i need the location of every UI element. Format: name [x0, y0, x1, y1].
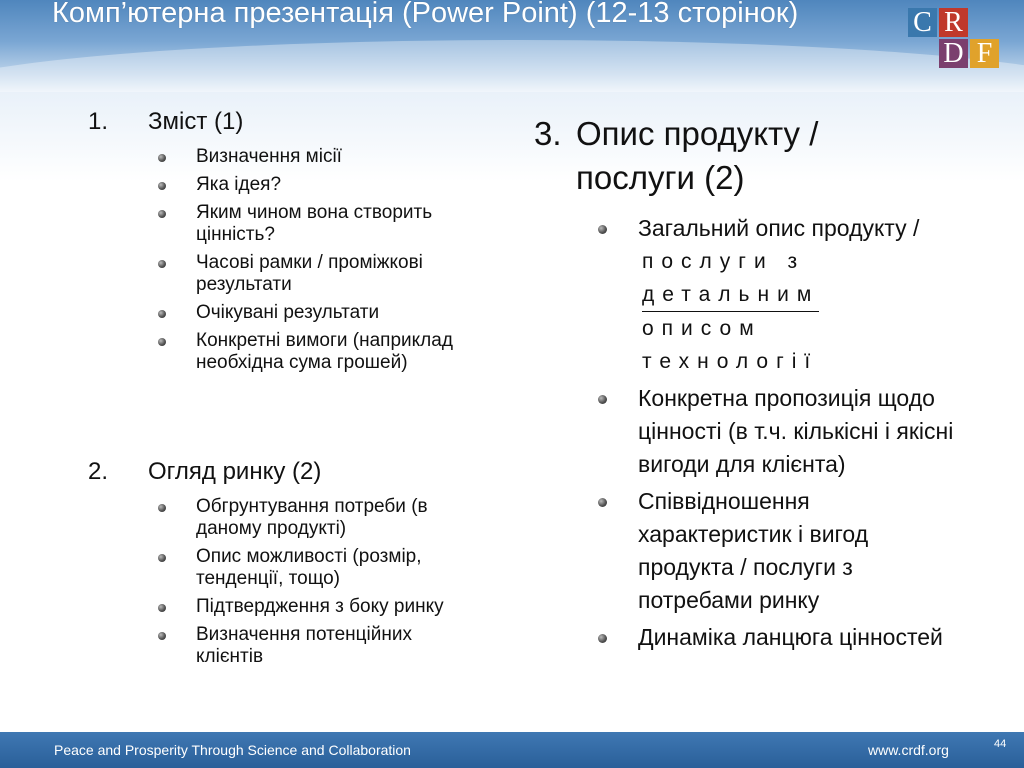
- slide-title: Комп’ютерна презентація (Power Point) (12-13 сторінок): [52, 0, 799, 29]
- list-item: Яка ідея?: [154, 174, 474, 196]
- list-item: Визначення потенційних клієнтів: [154, 624, 474, 668]
- list-item: Обгрунтування потреби (в даному продукті): [154, 496, 474, 540]
- logo-letter-f: F: [970, 39, 999, 68]
- footer-url[interactable]: www.crdf.org: [868, 742, 949, 758]
- section-number: 1.: [88, 108, 109, 135]
- list-item: Співвідношення характеристик і вигод продукта / послуги з потребами ринку: [596, 485, 956, 617]
- list-item: Динаміка ланцюга цінностей: [596, 621, 956, 654]
- bullet-icon: [158, 554, 166, 562]
- list-item: Підтвердження з боку ринку: [154, 596, 474, 618]
- spaced-line: детальним: [638, 278, 956, 312]
- bullet-icon: [598, 634, 607, 643]
- bullet-icon: [158, 260, 166, 268]
- slide-header: [0, 0, 1024, 92]
- bullet-icon: [158, 604, 166, 612]
- crdf-logo: [908, 8, 1000, 70]
- bullet-icon: [598, 225, 607, 234]
- logo-letter-r: R: [939, 8, 968, 37]
- section-label: Огляд ринку (2): [148, 458, 322, 485]
- list-item: Очікувані результати: [154, 302, 474, 324]
- list-item: Визначення місії: [154, 146, 474, 168]
- spaced-line: технології: [642, 350, 819, 373]
- section-label: Зміст (1): [148, 108, 244, 135]
- header-swoosh: [0, 40, 1024, 92]
- section-label: Опис продукту / послуги (2): [576, 115, 819, 196]
- bullet-icon: [158, 504, 166, 512]
- list-item: Яким чином вона створить цінність?: [154, 202, 474, 246]
- list-item: Загальний опис продукту / послуги з детальним описом технології: [596, 212, 956, 378]
- spaced-line: послуги з: [642, 250, 806, 273]
- spaced-line: описом: [642, 317, 762, 340]
- list-item: Часові рамки / проміжкові результати: [154, 252, 474, 296]
- logo-letter-d: D: [939, 39, 968, 68]
- bullet-icon: [158, 632, 166, 640]
- slide-footer: [0, 732, 1024, 768]
- section-1-list: [154, 146, 474, 380]
- section-2-list: [154, 496, 474, 674]
- bullet-icon: [158, 154, 166, 162]
- bullet-icon: [158, 310, 166, 318]
- list-item: Опис можливості (розмір, тенденції, тощо): [154, 546, 474, 590]
- footer-tagline: Peace and Prosperity Through Science and Collaboration: [54, 742, 411, 758]
- bullet-icon: [598, 395, 607, 404]
- list-item: Конкретна пропозиція щодо цінності (в т.ч. кількісні і якісні вигоди для клієнта): [596, 382, 956, 481]
- bullet-icon: [158, 210, 166, 218]
- logo-letter-c: C: [908, 8, 937, 37]
- list-item: Конкретні вимоги (наприклад необхідна сума грошей): [154, 330, 474, 374]
- bullet-icon: [158, 182, 166, 190]
- bullet-icon: [598, 498, 607, 507]
- section-number: 3.: [534, 115, 562, 152]
- section-3-list: [596, 212, 956, 658]
- section-number: 2.: [88, 458, 109, 485]
- bullet-icon: [158, 338, 166, 346]
- page-number: 44: [994, 738, 1007, 750]
